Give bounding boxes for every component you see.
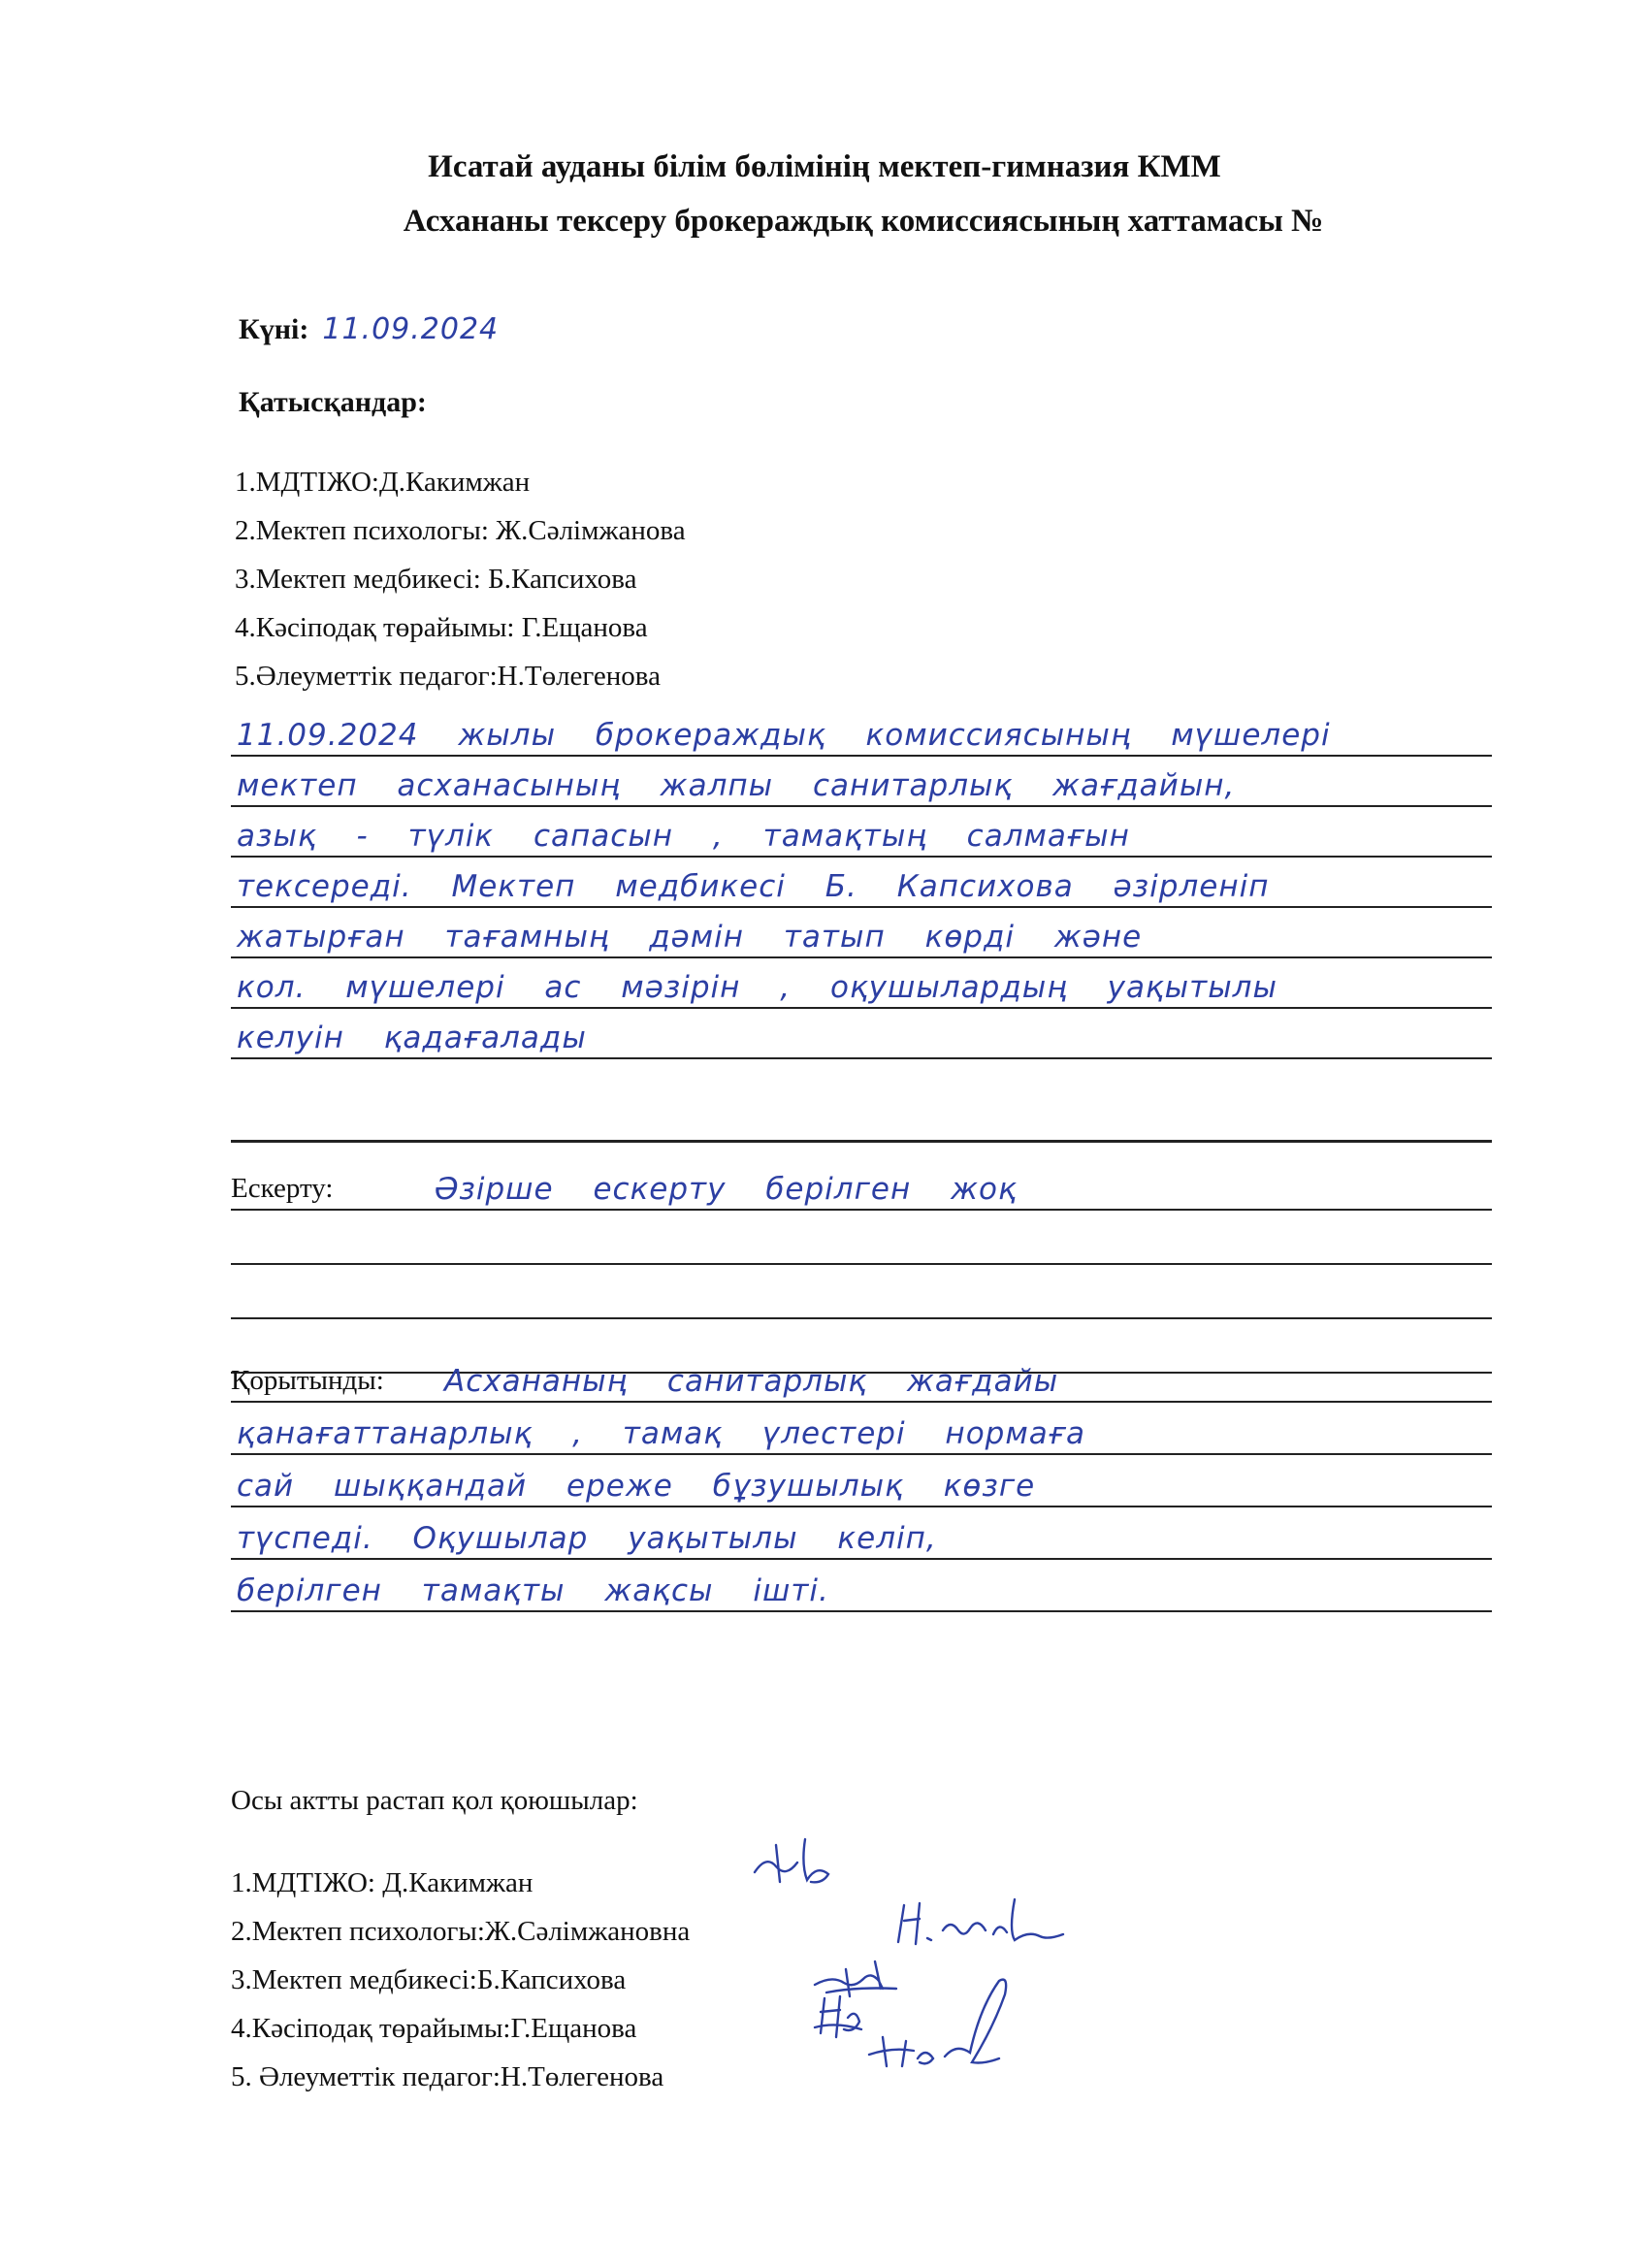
notes-line xyxy=(231,958,1492,1009)
signature-5-icon xyxy=(863,1969,1018,2076)
handwritten-text: келуін қадағалады xyxy=(237,1021,587,1055)
handwritten-text: азық - түлік сапасын , тамақтың салмағын xyxy=(237,819,1130,854)
remark-section xyxy=(231,1156,1492,1374)
handwritten-text: мектеп асханасының жалпы санитарлық жағдайын, xyxy=(237,768,1236,803)
conclusion-line xyxy=(231,1507,1492,1560)
signature-2-icon xyxy=(892,1892,1077,1960)
inspection-notes xyxy=(231,706,1492,1143)
header-institution: Исатай ауданы білім бөлімінің мектеп-гимназия КММ xyxy=(428,149,1221,184)
signatory-item: 1.МДТІЖО: Д.Какимжан xyxy=(231,1867,534,1898)
date-value: 11.09.2024 xyxy=(322,312,500,346)
notes-line xyxy=(231,807,1492,858)
handwritten-text: 11.09.2024 жылы брокераждық комиссиясының мүшелері xyxy=(237,718,1331,753)
notes-line xyxy=(231,1009,1492,1059)
handwritten-text: берілген тамақты жақсы ішті. xyxy=(237,1573,829,1608)
participants-list xyxy=(235,462,686,704)
remark-line xyxy=(231,1211,1492,1265)
handwritten-text: түспеді. Оқушылар уақытылы келіп, xyxy=(237,1521,937,1556)
participant-item: 5.Әлеуметтік педагог:Н.Төлегенова xyxy=(235,661,661,692)
signatures-heading: Осы актты растап қол қоюшылар: xyxy=(231,1785,638,1816)
signatory-item: 2.Мектеп психологы:Ж.Сәлімжановна xyxy=(231,1916,691,1947)
handwritten-text: жатырған тағамның дәмін татып көрді және xyxy=(237,920,1143,955)
remark-label: Ескерту: xyxy=(231,1173,334,1204)
conclusion-section xyxy=(231,1350,1492,1612)
handwritten-text: кол. мүшелері ас мәзірін , оқушылардың уақытылы xyxy=(237,970,1277,1005)
signature-1-icon xyxy=(747,1826,854,1894)
signatory-item: 5. Әлеуметтік педагог:Н.Төлегенова xyxy=(231,2061,664,2092)
signatories-list xyxy=(231,1861,690,2103)
notes-line xyxy=(231,1059,1492,1143)
handwritten-text: сай шыққандай ереже бұзушылық көзге xyxy=(237,1469,1036,1504)
participant-item: 1.МДТІЖО:Д.Какимжан xyxy=(235,467,531,498)
handwritten-text: Асхананың санитарлық жағдайы xyxy=(444,1364,1059,1399)
remark-line xyxy=(231,1156,1492,1211)
handwritten-text: қанағаттанарлық , тамақ үлестері нормаға xyxy=(237,1416,1085,1451)
conclusion-line xyxy=(231,1455,1492,1507)
handwritten-text: тексереді. Мектеп медбикесі Б. Капсихова әзірленіп xyxy=(237,869,1270,904)
handwritten-text: Әзірше ескерту берілген жоқ xyxy=(435,1172,1018,1207)
notes-line xyxy=(231,757,1492,807)
notes-line xyxy=(231,706,1492,757)
conclusion-line xyxy=(231,1560,1492,1612)
participant-item: 3.Мектеп медбикесі: Б.Капсихова xyxy=(235,564,637,595)
conclusion-line xyxy=(231,1403,1492,1455)
header-protocol-title: Асхананы тексеру брокераждық комиссиясының хаттамасы № xyxy=(403,204,1324,239)
signatory-item: 4.Кәсіподақ төрайымы:Г.Ещанова xyxy=(231,2013,637,2044)
participants-heading: Қатысқандар: xyxy=(239,386,427,418)
conclusion-label: Қорытынды: xyxy=(231,1365,384,1396)
remark-line xyxy=(231,1265,1492,1319)
signatory-item: 3.Мектеп медбикесі:Б.Капсихова xyxy=(231,1964,627,1995)
notes-line xyxy=(231,908,1492,958)
notes-line xyxy=(231,858,1492,908)
date-row xyxy=(239,312,499,346)
participant-item: 4.Кәсіподақ төрайымы: Г.Ещанова xyxy=(235,612,648,643)
conclusion-line xyxy=(231,1350,1492,1403)
participant-item: 2.Мектеп психологы: Ж.Сәлімжанова xyxy=(235,515,686,546)
signature-4-icon xyxy=(811,1989,869,2047)
date-label: Күні: xyxy=(239,313,309,345)
